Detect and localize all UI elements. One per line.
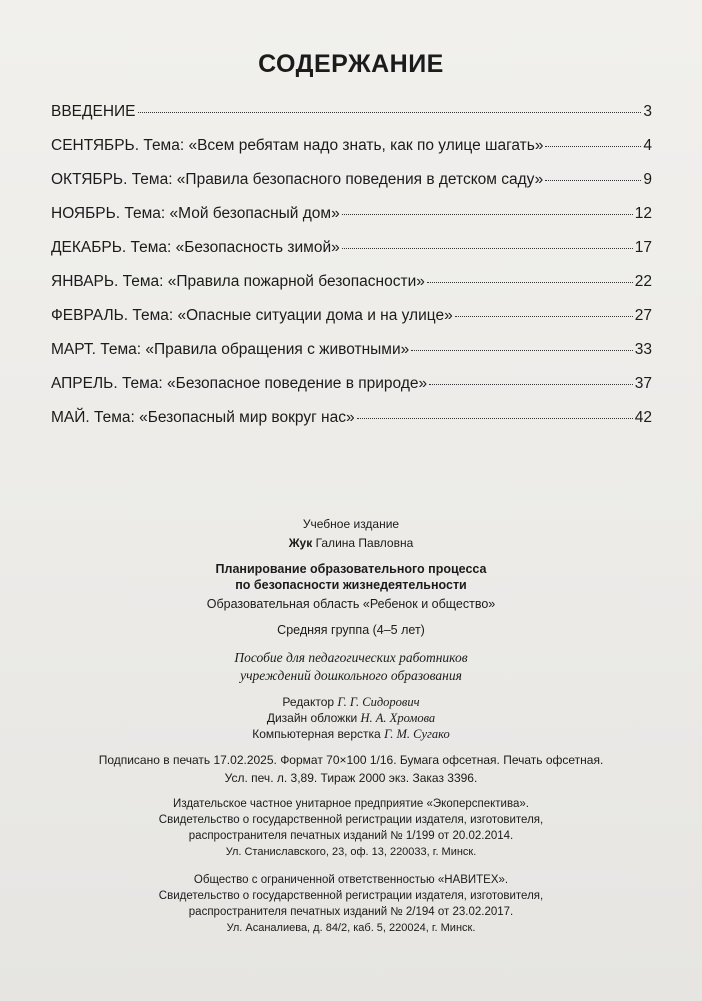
edition-type: Учебное издание [302,517,400,531]
cover-label: Дизайн обложки [266,711,358,725]
table-of-contents [51,103,652,443]
toc-leader-dots [411,350,633,351]
publisher-line-2: Свидетельство о государственной регистрации издателя, изготовителя, [158,814,544,826]
toc-entry-title: ВВЕДЕНИЕ [51,103,136,120]
toc-entry-title: НОЯБРЬ. Тема: «Мой безопасный дом» [51,205,340,222]
printer-line-4: Ул. Асаналиева, д. 84/2, каб. 5, 220024, г. Минск. [226,922,476,934]
toc-entry[interactable] [51,103,652,137]
editor [0,694,702,710]
toc-entry[interactable] [51,341,652,375]
toc-leader-dots [357,418,633,419]
toc-entry-title: ФЕВРАЛЬ. Тема: «Опасные ситуации дома и на улице» [51,307,453,324]
page-title: СОДЕРЖАНИЕ [258,50,444,78]
toc-leader-dots [342,248,633,249]
toc-leader-dots [545,146,641,147]
print-info-line-2: Усл. печ. л. 3,89. Тираж 2000 экз. Заказ 3396. [224,771,478,785]
audience-line-2: учреждений дошкольного образования [240,668,462,683]
toc-entry-title: ОКТЯБРЬ. Тема: «Правила безопасного поведения в детском саду» [51,171,544,188]
toc-leader-dots [545,180,641,181]
toc-entry-title: МАРТ. Тема: «Правила обращения с животными» [51,341,410,358]
imprint-block [0,516,702,936]
toc-entry-page: 3 [643,103,652,120]
print-info-line-1: Подписано в печать 17.02.2025. Формат 70×100 1/16. Бумага офсетная. Печать офсетная. [98,753,604,767]
toc-entry[interactable] [51,171,652,205]
author [0,535,702,551]
book-title-line-2: по безопасности жизнедеятельности [235,578,467,592]
toc-entry[interactable] [51,307,652,341]
toc-entry[interactable] [51,409,652,443]
publisher-line-4: Ул. Станиславского, 23, оф. 13, 220033, г. Минск. [225,846,477,858]
toc-entry[interactable] [51,205,652,239]
toc-entry-page: 22 [634,273,652,290]
toc-entry-page: 27 [634,307,652,324]
toc-entry-title: АПРЕЛЬ. Тема: «Безопасное поведение в природе» [51,375,428,392]
editor-name: Г. Г. Сидорович [337,695,420,709]
cover-name: Н. А. Хромова [360,711,436,725]
toc-leader-dots [455,316,633,317]
toc-entry-page: 42 [634,409,652,426]
toc-entry-title: ЯНВАРЬ. Тема: «Правила пожарной безопасности» [51,273,425,290]
toc-entry-title: МАЙ. Тема: «Безопасный мир вокруг нас» [51,409,355,426]
toc-entry[interactable] [51,375,652,409]
cover-designer [0,710,702,726]
toc-leader-dots [342,214,633,215]
toc-entry-page: 37 [634,375,652,392]
toc-entry-page: 17 [634,239,652,256]
layout-name: Г. М. Сугако [384,727,450,741]
author-surname: Жук [288,536,313,550]
age-group: Средняя группа (4–5 лет) [277,623,425,637]
toc-leader-dots [429,384,633,385]
publisher-line-1: Издательское частное унитарное предприятие «Экоперспектива». [173,798,529,810]
editor-label: Редактор [282,695,335,709]
toc-entry[interactable] [51,273,652,307]
author-name: Галина Павловна [315,536,414,550]
toc-entry-page: 4 [643,137,652,154]
toc-entry-page: 9 [643,171,652,188]
toc-entry-page: 12 [634,205,652,222]
printer-line-1: Общество с ограниченной ответственностью «НАВИТЕХ». [193,874,509,886]
printer-line-3: распространителя печатных изданий № 2/194 от 23.02.2017. [188,906,514,918]
publisher-line-3: распространителя печатных изданий № 1/199 от 20.02.2014. [188,830,514,842]
toc-entry[interactable] [51,239,652,273]
educational-area: Образовательная область «Ребенок и общество» [206,597,496,611]
printer-line-2: Свидетельство о государственной регистрации издателя, изготовителя, [158,890,544,902]
toc-leader-dots [427,282,633,283]
toc-entry[interactable] [51,137,652,171]
layout-label: Компьютерная верстка [252,727,381,741]
book-title-line-1: Планирование образовательного процесса [215,562,487,576]
layout-designer [0,726,702,742]
toc-leader-dots [138,112,642,113]
toc-entry-page: 33 [634,341,652,358]
toc-entry-title: ДЕКАБРЬ. Тема: «Безопасность зимой» [51,239,340,256]
toc-entry-title: СЕНТЯБРЬ. Тема: «Всем ребятам надо знать, как по улице шагать» [51,137,544,154]
audience-line-1: Пособие для педагогических работников [234,650,468,665]
